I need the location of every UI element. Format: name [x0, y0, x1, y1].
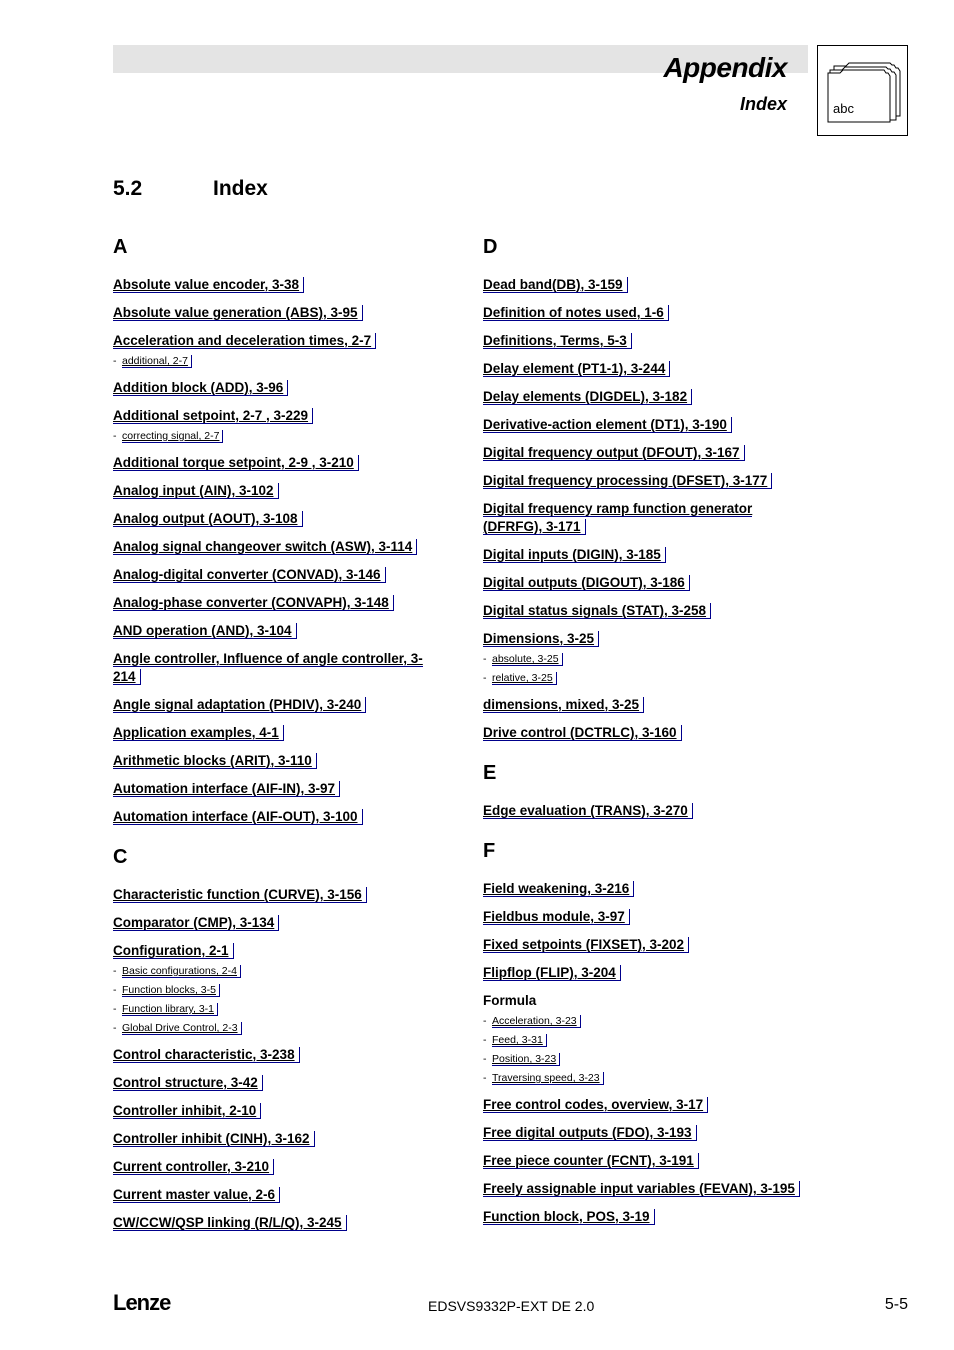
index-entry: [113, 650, 443, 686]
section-title: Index: [213, 177, 268, 200]
index-entry: [483, 964, 813, 982]
index-entry: [483, 574, 813, 592]
index-entry-link[interactable]: AND operation (AND), 3-104: [113, 623, 297, 639]
page-title: Appendix: [663, 52, 787, 83]
index-letter-c: C: [113, 846, 128, 868]
index-entry-link[interactable]: Analog input (AIN), 3-102: [113, 483, 279, 499]
index-subentries: [113, 352, 443, 371]
document-id: EDSVS9332P-EXT DE 2.0: [428, 1298, 595, 1314]
index-entry: [483, 936, 813, 954]
index-entry: [483, 276, 813, 294]
index-entry: [113, 808, 443, 826]
index-entry: [113, 510, 443, 528]
dash-marker: -: [113, 1022, 117, 1034]
index-entry: [113, 1214, 443, 1232]
index-subentry-link[interactable]: Feed, 3-31: [492, 1034, 547, 1047]
dash-marker: -: [113, 984, 117, 996]
lenze-logo: Lenze: [113, 1290, 171, 1315]
dash-marker: -: [113, 965, 117, 977]
index-entry: [113, 276, 443, 294]
index-subentry-link[interactable]: absolute, 3-25: [492, 653, 563, 666]
index-column-left: [113, 236, 443, 1242]
index-entry-link[interactable]: Digital frequency ramp function generator (DFRFG), 3-171: [483, 501, 753, 534]
index-entry-link[interactable]: Drive control (DCTRLC), 3-160: [483, 725, 682, 741]
index-subentry: [483, 669, 813, 688]
index-entry-link[interactable]: Control structure, 3-42: [113, 1075, 263, 1091]
index-entry-link[interactable]: Configuration, 2-1: [113, 943, 234, 959]
index-entry: [113, 332, 443, 350]
index-entry-link[interactable]: Digital status signals (STAT), 3-258: [483, 603, 711, 619]
index-entry: [483, 1152, 813, 1170]
index-entry-link[interactable]: Acceleration and deceleration times, 2-7: [113, 333, 376, 349]
index-entry-link[interactable]: CW/CCW/QSP linking (R/L/Q), 3-245: [113, 1215, 347, 1231]
index-entry-link[interactable]: Angle signal adaptation (PHDIV), 3-240: [113, 697, 366, 713]
index-subentry-link[interactable]: Global Drive Control, 2-3: [122, 1022, 242, 1035]
page-number: 5-5: [884, 1296, 908, 1313]
index-entry: [113, 379, 443, 397]
dash-marker: -: [113, 430, 117, 442]
index-entry: [113, 622, 443, 640]
index-letter-f: F: [483, 840, 496, 862]
index-entry: [113, 304, 443, 322]
index-entry-link[interactable]: Analog signal changeover switch (ASW), 3-114: [113, 539, 417, 555]
index-entry-link[interactable]: dimensions, mixed, 3-25: [483, 697, 644, 713]
index-entry-link[interactable]: Definition of notes used, 1-6: [483, 305, 669, 321]
index-entry-link[interactable]: Controller inhibit (CINH), 3-162: [113, 1131, 315, 1147]
dash-marker: -: [113, 1003, 117, 1015]
dash-marker: -: [483, 1015, 487, 1027]
index-subentry: [113, 1000, 443, 1019]
index-entry: [483, 1208, 813, 1226]
index-entry: [483, 388, 813, 406]
index-entry: [113, 942, 443, 960]
index-entry: [483, 1124, 813, 1142]
index-subentry: [113, 1019, 443, 1038]
index-entry: [113, 780, 443, 798]
index-entry-link[interactable]: Analog output (AOUT), 3-108: [113, 511, 303, 527]
index-entry: [113, 1158, 443, 1176]
index-subentry-link[interactable]: relative, 3-25: [492, 672, 557, 685]
index-entry: [483, 1180, 813, 1198]
index-entry-link[interactable]: Digital inputs (DIGIN), 3-185: [483, 547, 666, 563]
index-entry-link[interactable]: Automation interface (AIF-OUT), 3-100: [113, 809, 363, 825]
index-subentry: [483, 650, 813, 669]
index-entry: [113, 1130, 443, 1148]
index-entry: [113, 407, 443, 425]
dash-marker: -: [483, 1034, 487, 1046]
index-entry: [113, 1102, 443, 1120]
index-entry: [113, 566, 443, 584]
index-subentry-link[interactable]: Position, 3-23: [492, 1053, 560, 1066]
index-entry: [113, 594, 443, 612]
index-entry-link[interactable]: Digital frequency processing (DFSET), 3-177: [483, 473, 772, 489]
index-subentry-link[interactable]: correcting signal, 2-7: [122, 430, 223, 443]
index-entry: [483, 332, 813, 350]
index-subentry: [483, 1012, 813, 1031]
folder-icon: [818, 46, 907, 135]
index-entry: [483, 880, 813, 898]
index-entry: [113, 724, 443, 742]
index-entry: [483, 416, 813, 434]
index-entry-link[interactable]: Analog-digital converter (CONVAD), 3-146: [113, 567, 386, 583]
icon-label: abc: [833, 101, 854, 116]
index-entry: [483, 304, 813, 322]
index-subentry: [113, 981, 443, 1000]
index-entry: [113, 1046, 443, 1064]
index-entry: [483, 602, 813, 620]
index-subentry: [483, 1050, 813, 1069]
index-entry-link[interactable]: Derivative-action element (DT1), 3-190: [483, 417, 732, 433]
index-subentry: [113, 427, 443, 446]
index-entry-link[interactable]: Fixed setpoints (FIXSET), 3-202: [483, 937, 689, 953]
index-subentries: [483, 1012, 813, 1088]
index-entry: [113, 454, 443, 472]
index-subentry: [483, 1069, 813, 1088]
index-entry-link[interactable]: Absolute value encoder, 3-38: [113, 277, 304, 293]
index-entry: [483, 630, 813, 648]
index-entry-link[interactable]: Field weakening, 3-216: [483, 881, 634, 897]
index-entry: [113, 752, 443, 770]
section-heading: [113, 177, 268, 201]
index-entry: [113, 538, 443, 556]
page-subtitle: Index: [739, 94, 787, 114]
section-number: 5.2: [113, 177, 143, 200]
index-entry: [483, 1096, 813, 1114]
index-entry-link[interactable]: Edge evaluation (TRANS), 3-270: [483, 803, 693, 819]
index-entry-link[interactable]: Dimensions, 3-25: [483, 631, 599, 647]
index-subentry-link[interactable]: Traversing speed, 3-23: [492, 1072, 604, 1085]
index-entry-link[interactable]: Arithmetic blocks (ARIT), 3-110: [113, 753, 317, 769]
index-entry-link[interactable]: Definitions, Terms, 5-3: [483, 333, 632, 349]
dash-marker: -: [113, 355, 117, 367]
index-entry-link[interactable]: Free digital outputs (FDO), 3-193: [483, 1125, 697, 1141]
index-letter-e: E: [483, 762, 497, 784]
index-subentry-link[interactable]: additional, 2-7: [122, 355, 192, 368]
index-entry: [483, 500, 813, 536]
index-entry: [113, 1074, 443, 1092]
index-subentry: [113, 352, 443, 371]
index-entry-link[interactable]: Application examples, 4-1: [113, 725, 284, 741]
index-entry-link[interactable]: Analog-phase converter (CONVAPH), 3-148: [113, 595, 394, 611]
index-entry-link[interactable]: Characteristic function (CURVE), 3-156: [113, 887, 367, 903]
index-entry-link[interactable]: Freely assignable input variables (FEVAN), 3-195: [483, 1181, 800, 1197]
index-entry: [113, 696, 443, 714]
index-entry-link[interactable]: Comparator (CMP), 3-134: [113, 915, 279, 931]
index-entry-link[interactable]: Current master value, 2-6: [113, 1187, 280, 1203]
index-entry: [483, 444, 813, 462]
index-entry: [483, 696, 813, 714]
dash-marker: -: [483, 653, 487, 665]
index-entry: [113, 1186, 443, 1204]
index-subentry-link[interactable]: Function library, 3-1: [122, 1003, 218, 1016]
dash-marker: -: [483, 1053, 487, 1065]
index-entry-link[interactable]: Current controller, 3-210: [113, 1159, 274, 1175]
index-entry: [113, 886, 443, 904]
index-entry-link[interactable]: Free control codes, overview, 3-17: [483, 1097, 708, 1113]
index-subentry-link[interactable]: Function blocks, 3-5: [122, 984, 220, 997]
index-entry: [483, 360, 813, 378]
index-entry: [113, 914, 443, 932]
index-entry-link[interactable]: Dead band(DB), 3-159: [483, 277, 628, 293]
index-subentry-link[interactable]: Basic configurations, 2-4: [122, 965, 241, 978]
index-entry-link[interactable]: Angle controller, Influence of angle controller, 3-214: [113, 651, 423, 684]
index-entry-link[interactable]: Controller inhibit, 2-10: [113, 1103, 261, 1119]
index-entry: [483, 546, 813, 564]
index-entry-link[interactable]: Additional setpoint, 2-7 , 3-229: [113, 408, 313, 424]
index-entry-link[interactable]: Delay element (PT1-1), 3-244: [483, 361, 670, 377]
index-entry-link[interactable]: Digital outputs (DIGOUT), 3-186: [483, 575, 690, 591]
index-heading: Formula: [483, 993, 537, 1008]
index-column-right: [483, 236, 813, 1236]
index-entry-link[interactable]: Digital frequency output (DFOUT), 3-167: [483, 445, 745, 461]
index-entry-link[interactable]: Function block, POS, 3-19: [483, 1209, 655, 1225]
index-entry: [483, 472, 813, 490]
index-entry-link[interactable]: Automation interface (AIF-IN), 3-97: [113, 781, 340, 797]
folder-icon-box: [817, 45, 908, 136]
index-entry-link[interactable]: Absolute value generation (ABS), 3-95: [113, 305, 363, 321]
dash-marker: -: [483, 672, 487, 684]
index-subentry-link[interactable]: Acceleration, 3-23: [492, 1015, 581, 1028]
index-entry-link[interactable]: Fieldbus module, 3-97: [483, 909, 630, 925]
index-entry-link[interactable]: Control characteristic, 3-238: [113, 1047, 300, 1063]
index-entry-link[interactable]: Addition block (ADD), 3-96: [113, 380, 288, 396]
index-entry: [483, 724, 813, 742]
index-entry: [483, 802, 813, 820]
index-subentry: [483, 1031, 813, 1050]
index-subentries: [113, 427, 443, 446]
index-entry-link[interactable]: Delay elements (DIGDEL), 3-182: [483, 389, 692, 405]
index-entry-link[interactable]: Additional torque setpoint, 2-9 , 3-210: [113, 455, 359, 471]
index-letter-a: A: [113, 236, 128, 258]
index-letter-d: D: [483, 236, 498, 258]
index-subentry: [113, 962, 443, 981]
index-entry-link[interactable]: Free piece counter (FCNT), 3-191: [483, 1153, 699, 1169]
index-entry: [483, 908, 813, 926]
dash-marker: -: [483, 1072, 487, 1084]
index-subentries: [113, 962, 443, 1038]
index-entry-link[interactable]: Flipflop (FLIP), 3-204: [483, 965, 621, 981]
index-subentries: [483, 650, 813, 688]
index-entry: [113, 482, 443, 500]
